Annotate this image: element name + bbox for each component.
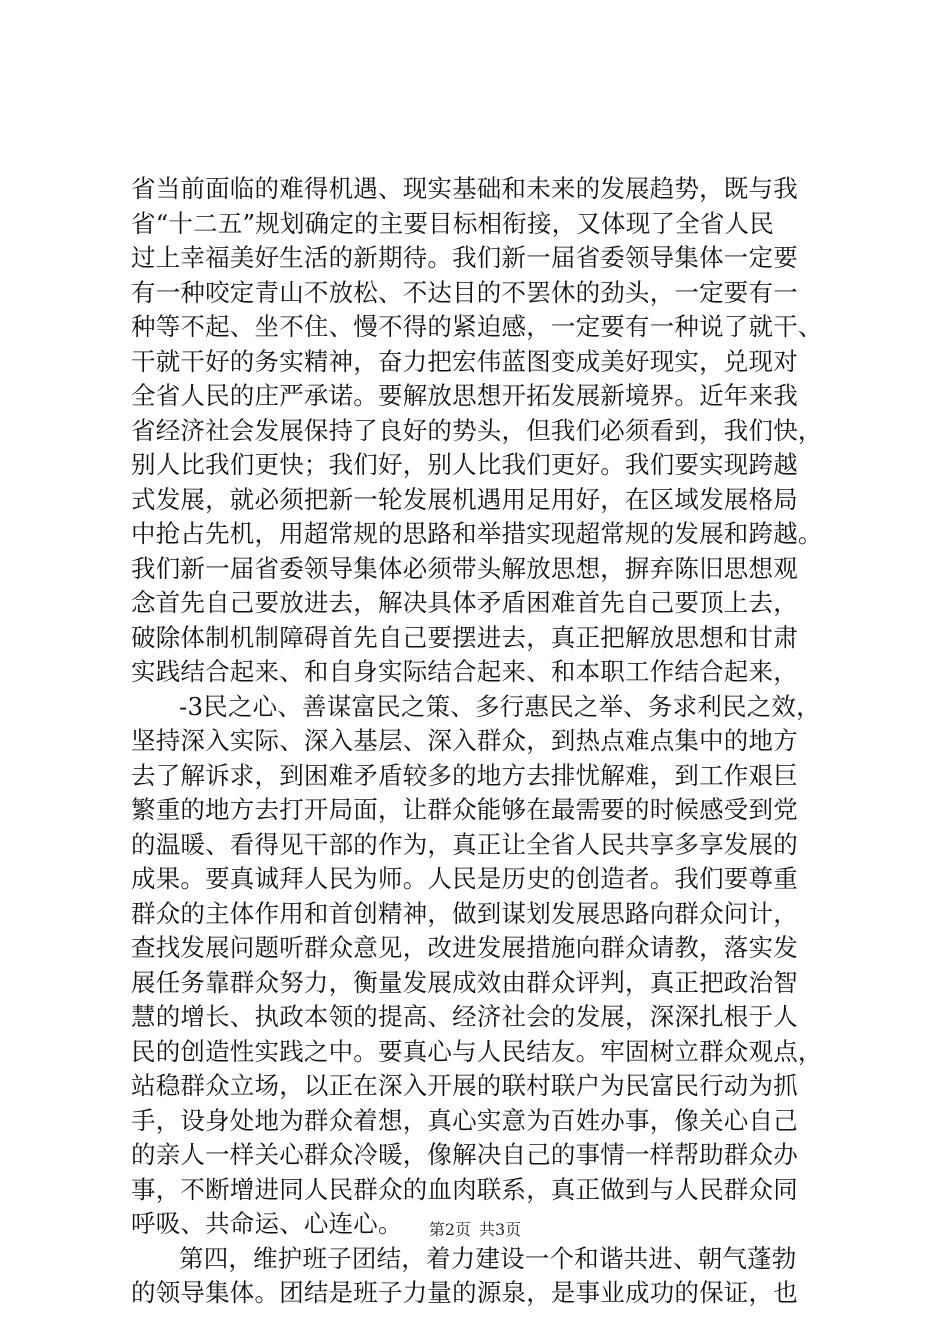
text-line: 破除体制机制障碍首先自己要摆进去，真正把解放思想和甘肃 — [131, 622, 798, 652]
text-line: 实践结合起来、和自身实际结合起来、和本职工作结合起来， — [131, 657, 798, 686]
text-line: 全省人民的庄严承诺。要解放思想开拓发展新境界。近年来我 — [131, 381, 798, 410]
text-line: 有一种咬定青山不放松、不达目的不罢休的劲头，一定要有一 — [131, 277, 798, 307]
text-line: 干就干好的务实精神，奋力把宏伟蓝图变成美好现实，兑现对 — [131, 346, 798, 376]
text-line: 省经济社会发展保持了良好的势头，但我们必须看到，我们快， — [131, 415, 823, 445]
page-footer — [0, 1217, 950, 1240]
text-line: 事，不断增进同人民群众的血肉联系，真正做到与人民群众同 — [131, 1174, 798, 1204]
text-line: 民的创造性实践之中。要真心与人民结友。牢固树立群众观点， — [131, 1036, 823, 1066]
paragraph — [131, 172, 831, 690]
text-line: 的温暖、看得见干部的作为，真正让全省人民共享多享发展的 — [131, 829, 798, 859]
text-line: 查找发展问题听群众意见，改进发展措施向群众请教，落实发 — [131, 933, 798, 962]
text-line: 我们新一届省委领导集体必须带头解放思想，摒弃陈旧思想观 — [131, 553, 798, 583]
page-number: 第2页 — [428, 1220, 471, 1239]
paragraph — [131, 690, 831, 1242]
text-line: -3民之心、善谋富民之策、多行惠民之举、务求利民之效， — [179, 691, 821, 721]
text-line: 去了解诉求，到困难矛盾较多的地方去排忧解难，到工作艰巨 — [131, 760, 798, 790]
page-total: 共3页 — [479, 1220, 522, 1239]
text-line: 手，设身处地为群众着想，真心实意为百姓办事，像关心自己 — [131, 1105, 798, 1135]
text-line: 慧的增长、执政本领的提高、经济社会的发展，深深扎根于人 — [131, 1002, 798, 1031]
text-line: 别人比我们更快；我们好，别人比我们更好。我们要实现跨越 — [131, 450, 798, 479]
text-line: 群众的主体作用和首创精神，做到谋划发展思路向群众问计， — [131, 898, 798, 928]
text-line: 省“十二五”规划确定的主要目标相衔接，又体现了全省人民 — [131, 208, 774, 238]
text-line: 的亲人一样关心群众冷暖，像解决自己的事情一样帮助群众办 — [131, 1140, 798, 1169]
text-line: 念首先自己要放进去，解决具体矛盾困难首先自己要顶上去， — [131, 588, 798, 617]
paragraph — [131, 1242, 831, 1311]
text-line: 省当前面临的难得机遇、现实基础和未来的发展趋势，既与我 — [131, 174, 798, 203]
text-line: 繁重的地方去打开局面，让群众能够在最需要的时候感受到党 — [131, 795, 798, 824]
text-line: 第四，维护班子团结，着力建设一个和谐共进、朝气蓬勃 — [179, 1243, 797, 1273]
text-line: 站稳群众立场，以正在深入开展的联村联户为民富民行动为抓 — [131, 1071, 798, 1100]
text-line: 的领导集体。团结是班子力量的源泉，是事业成功的保证，也 — [131, 1278, 798, 1307]
text-line: 种等不起、坐不住、慢不得的紧迫感，一定要有一种说了就干、 — [131, 312, 823, 341]
text-line: 展任务靠群众努力，衡量发展成效由群众评判，真正把政治智 — [131, 967, 798, 997]
text-line: 中抢占先机，用超常规的思路和举措实现超常规的发展和跨越。 — [131, 519, 823, 548]
text-line: 成果。要真诚拜人民为师。人民是历史的创造者。我们要尊重 — [131, 864, 798, 893]
text-line: 呼吸、共命运、心连心。 — [131, 1209, 403, 1238]
text-line: 坚持深入实际、深入基层、深入群众，到热点难点集中的地方 — [131, 726, 798, 755]
body-text — [131, 172, 831, 1311]
text-line: 过上幸福美好生活的新期待。我们新一届省委领导集体一定要 — [131, 243, 798, 272]
text-line: 式发展，就必须把新一轮发展机遇用足用好，在区域发展格局 — [131, 484, 798, 514]
